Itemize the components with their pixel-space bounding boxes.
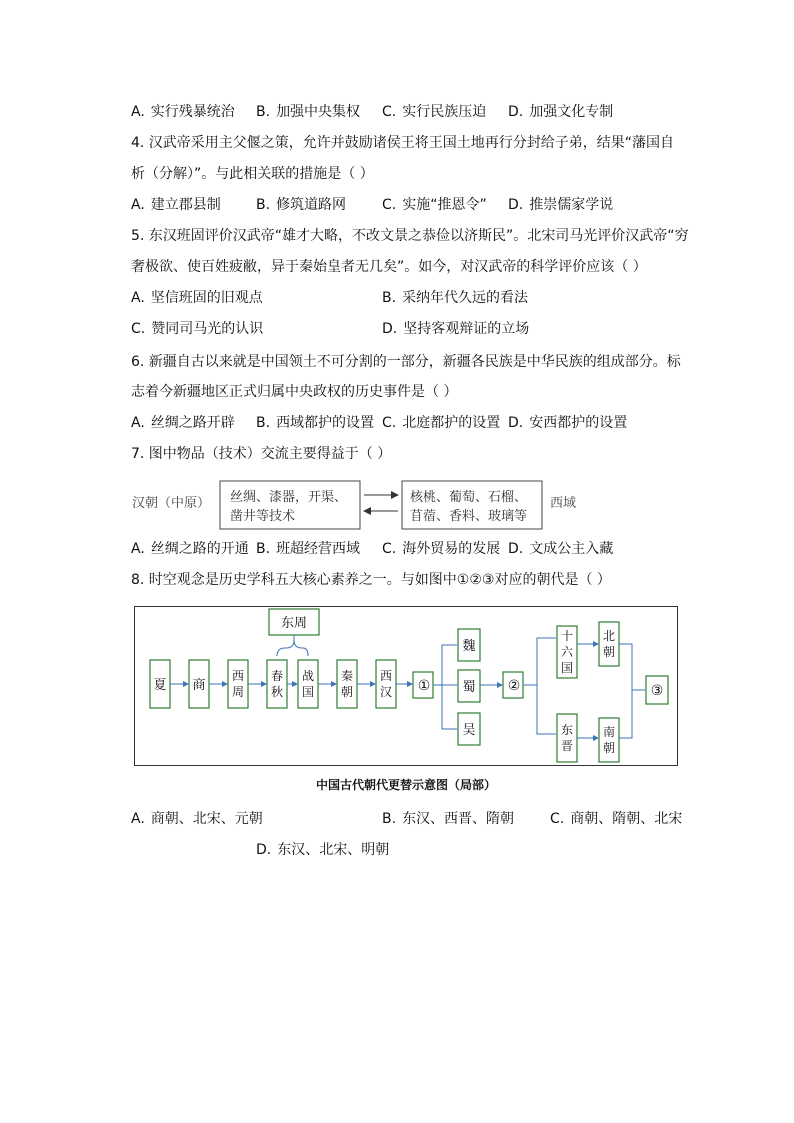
q7-option-a: A. 丝绸之路的开通 [131,541,249,557]
q4-option-a: A. 建立郡县制 [131,197,221,213]
q6-option-d: D. 安西都护的设置 [508,415,628,431]
q4-option-b: B. 修筑道路网 [256,197,347,213]
q5-option-c: C. 赞同司马光的认识 [131,321,264,337]
q4-option-d: D. 推崇儒家学说 [508,197,614,213]
q6-stem-line-1: 6. 新疆自古以来就是中国领土不可分割的一部分，新疆各民族是中华民族的组成部分。标 [131,354,681,370]
q7-right-box-line-2: 苜蓿、香料、玻璃等 [410,509,528,524]
q5-option-a: A. 坚信班固的旧观点 [131,290,263,306]
label-qinchao: 秦朝 [340,669,354,699]
q7-left-box-line-1: 丝绸、漆器，开渠、 [230,490,348,505]
q8-option-c: C. 商朝、隋朝、北宋 [550,811,683,827]
q7-stem-line-1: 7. 图中物品（技术）交流主要得益于（ ） [131,446,392,462]
q3-option-a: A. 实行残暴统治 [131,104,235,120]
q3-option-d: D. 加强文化专制 [508,104,614,120]
q8-figure-frame [135,607,678,766]
q7-exchange-figure [130,476,590,536]
node-xihan [376,660,396,708]
label-dongzhou: 东周 [280,616,308,631]
q7-option-b: B. 班超经营西域 [256,541,361,557]
q4-stem-line-2: 析（分解）”。与此相关联的措施是（ ） [131,166,374,182]
q4-stem-line-1: 4. 汉武帝采用主父偃之策，允许并鼓励诸侯王将王国土地再行分封给子弟，结果“藩国自 [131,135,675,151]
q7-right-box-line-1: 核桃、葡萄、石榴、 [410,490,528,505]
node-zhanguo [298,660,318,708]
q8-option-d: D. 东汉、北宋、明朝 [256,842,390,858]
label-c2: ② [507,678,521,694]
q6-stem-line-2: 志着今新疆地区正式归属中央政权的历史事件是（ ） [131,384,458,400]
q8-dynasty-figure [134,606,678,766]
q7-option-c: C. 海外贸易的发展 [382,541,501,557]
label-wei: 魏 [462,639,476,654]
label-shang: 商 [192,678,206,693]
q6-option-a: A. 丝绸之路开辟 [131,415,235,431]
q6-option-c: C. 北庭都护的设置 [382,415,501,431]
q5-option-d: D. 坚持客观辩证的立场 [382,321,530,337]
q4-option-c: C. 实施“推恩令” [382,197,487,213]
label-beichao: 北朝 [602,629,616,659]
node-xizhou [228,660,248,708]
q6-option-b: B. 西域都护的设置 [256,415,375,431]
q3-option-c: C. 实行民族压迫 [382,104,487,120]
label-dongjin: 东晋 [560,723,574,753]
q8-option-b: B. 东汉、西晋、隋朝 [382,811,515,827]
label-shiliuguo: 十六国 [560,629,574,675]
q3-option-b: B. 加强中央集权 [256,104,361,120]
node-chunqiu [267,660,287,708]
label-xihan: 西汉 [379,669,393,699]
label-chunqiu: 春秋 [270,669,284,699]
q5-stem-line-2: 奢极欲、使百姓疲敝，异于秦始皇者无几矣”。如今，对汉武帝的科学评价应该（ ） [131,259,647,275]
q7-left-label: 汉朝（中原） [132,496,211,511]
q7-right-label: 西域 [550,496,577,511]
label-zhanguo: 战国 [301,669,315,699]
q7-option-d: D. 文成公主入藏 [508,541,614,557]
q8-dongzhou-brace [277,635,308,656]
node-qinchao [337,660,357,708]
q8-figure-caption: 中国古代朝代更替示意图（局部） [315,778,496,792]
q5-option-b: B. 采纳年代久远的看法 [382,290,529,306]
label-shu: 蜀 [462,680,476,695]
label-wu: 吴 [462,723,476,738]
q8-split-c2 [523,638,556,734]
label-xizhou: 西周 [231,669,245,699]
q7-left-box-line-2: 凿井等技术 [230,509,296,524]
label-xia: 夏 [153,678,167,693]
q8-split-c1 [433,645,457,729]
node-dongjin [557,714,577,762]
label-nanchao: 南朝 [602,725,616,755]
q8-stem-line-1: 8. 时空观念是历史学科五大核心素养之一。与如图中①②③对应的朝代是（ ） [131,572,611,588]
q8-merge-c3 [619,644,645,738]
q5-stem-line-1: 5. 东汉班固评价汉武帝“雄才大略，不改文景之恭俭以济斯民”。北宋司马光评价汉武帝“穷 [131,228,689,244]
label-c3: ③ [650,683,664,699]
q8-option-a: A. 商朝、北宋、元朝 [131,811,263,827]
label-c1: ① [417,678,431,694]
